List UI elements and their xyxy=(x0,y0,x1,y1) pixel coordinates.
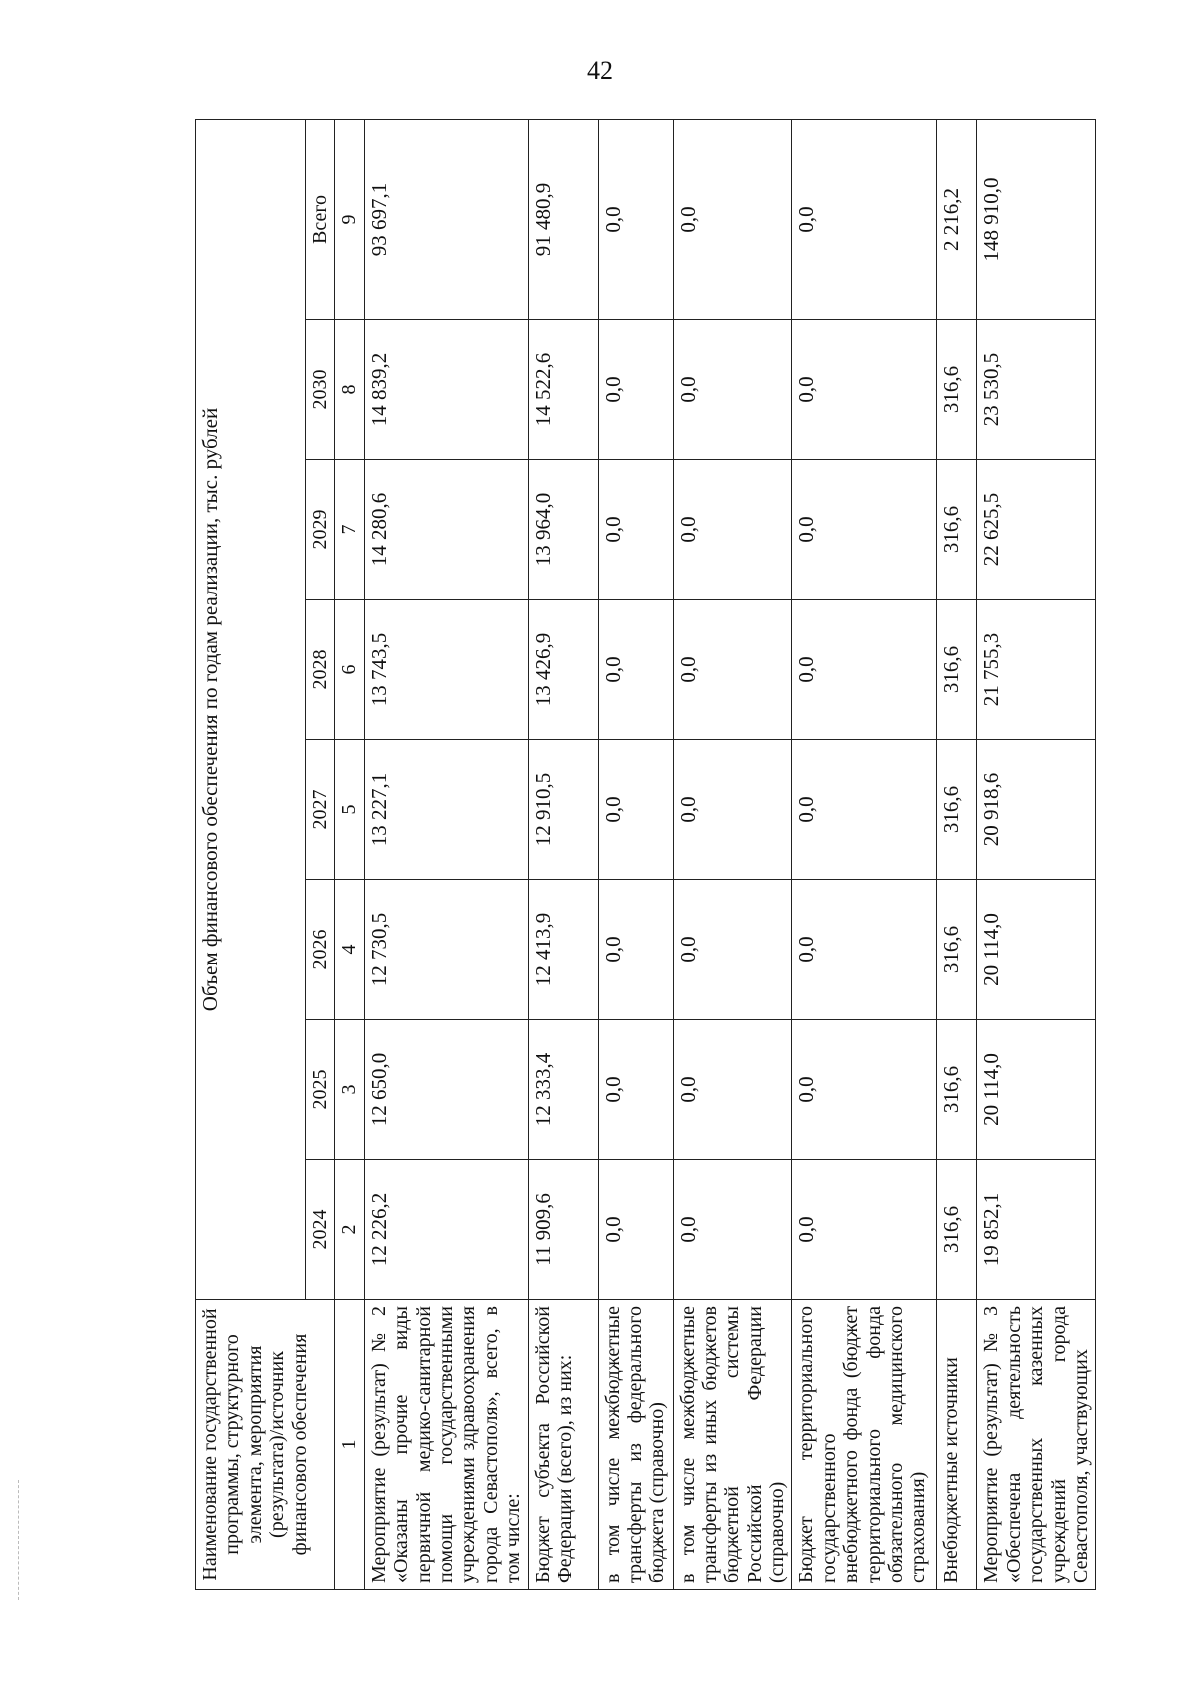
value-cell: 316,6 xyxy=(937,600,977,740)
row-label: в том числе межбюджетные трансферты из федерального бюджета (справочно) xyxy=(598,1300,673,1590)
year-header: 2027 xyxy=(306,740,335,880)
table-row xyxy=(528,119,598,1589)
value-cell: 19 852,1 xyxy=(977,1160,1096,1300)
value-cell: 0,0 xyxy=(598,600,673,740)
row-label: Бюджет субъекта Российской Федерации (всего), из них: xyxy=(528,1300,598,1590)
value-cell: 0,0 xyxy=(598,320,673,460)
value-cell: 0,0 xyxy=(673,1020,792,1160)
value-cell: 316,6 xyxy=(937,1160,977,1300)
year-header: 2028 xyxy=(306,600,335,740)
value-cell: 0,0 xyxy=(792,460,937,600)
value-cell: 0,0 xyxy=(673,1160,792,1300)
column-number: 4 xyxy=(335,880,364,1020)
total-cell: 93 697,1 xyxy=(364,119,528,319)
value-cell: 0,0 xyxy=(792,1020,937,1160)
column-number: 1 xyxy=(335,1300,364,1590)
value-cell: 12 226,2 xyxy=(364,1160,528,1300)
value-cell: 0,0 xyxy=(673,880,792,1020)
column-number: 7 xyxy=(335,460,364,600)
value-cell: 14 522,6 xyxy=(528,320,598,460)
value-cell: 20 114,0 xyxy=(977,880,1096,1020)
value-cell: 316,6 xyxy=(937,320,977,460)
value-cell: 0,0 xyxy=(792,880,937,1020)
column-number: 9 xyxy=(335,119,364,319)
value-cell: 13 227,1 xyxy=(364,740,528,880)
value-cell: 0,0 xyxy=(598,1160,673,1300)
value-cell: 316,6 xyxy=(937,880,977,1020)
value-cell: 12 413,9 xyxy=(528,880,598,1020)
total-header: Всего xyxy=(306,119,335,319)
value-cell: 0,0 xyxy=(598,740,673,880)
row-label: Внебюджетные источники xyxy=(937,1300,977,1590)
year-header: 2029 xyxy=(306,460,335,600)
total-cell: 0,0 xyxy=(792,119,937,319)
value-cell: 23 530,5 xyxy=(977,320,1096,460)
value-cell: 0,0 xyxy=(598,460,673,600)
column-number: 2 xyxy=(335,1160,364,1300)
financing-table xyxy=(195,119,1096,1590)
total-cell: 148 910,0 xyxy=(977,119,1096,319)
value-cell: 12 650,0 xyxy=(364,1020,528,1160)
value-cell: 12 910,5 xyxy=(528,740,598,880)
rotated-table-container xyxy=(195,120,1093,1590)
total-cell: 0,0 xyxy=(673,119,792,319)
value-cell: 13 964,0 xyxy=(528,460,598,600)
value-cell: 12 333,4 xyxy=(528,1020,598,1160)
value-cell: 0,0 xyxy=(598,880,673,1020)
value-cell: 0,0 xyxy=(673,740,792,880)
value-cell: 0,0 xyxy=(792,600,937,740)
value-cell: 0,0 xyxy=(673,320,792,460)
value-cell: 0,0 xyxy=(792,320,937,460)
value-cell: 316,6 xyxy=(937,740,977,880)
value-cell: 316,6 xyxy=(937,1020,977,1160)
column-number: 5 xyxy=(335,740,364,880)
page-number: 42 xyxy=(587,56,613,85)
total-cell: 0,0 xyxy=(598,119,673,319)
year-header: 2025 xyxy=(306,1020,335,1160)
value-cell: 0,0 xyxy=(598,1020,673,1160)
value-cell: 12 730,5 xyxy=(364,880,528,1020)
scan-margin-marks xyxy=(18,1480,27,1600)
value-cell: 0,0 xyxy=(673,600,792,740)
value-cell: 20 918,6 xyxy=(977,740,1096,880)
table-row xyxy=(364,119,528,1589)
table-row xyxy=(792,119,937,1589)
row-label: Бюджет территориального государственного внебюджетного фонда (бюджет территориального фонда обязательного медицинского страхования) xyxy=(792,1300,937,1590)
value-cell: 316,6 xyxy=(937,460,977,600)
value-cell: 14 280,6 xyxy=(364,460,528,600)
value-cell: 13 743,5 xyxy=(364,600,528,740)
value-cell: 13 426,9 xyxy=(528,600,598,740)
year-header: 2030 xyxy=(306,320,335,460)
value-cell: 0,0 xyxy=(673,460,792,600)
year-header: 2024 xyxy=(306,1160,335,1300)
value-cell: 21 755,3 xyxy=(977,600,1096,740)
total-cell: 2 216,2 xyxy=(937,119,977,319)
value-cell: 22 625,5 xyxy=(977,460,1096,600)
column-number: 8 xyxy=(335,320,364,460)
column-numbers-row xyxy=(335,119,364,1589)
header-row xyxy=(196,119,306,1589)
volume-header: Объем финансового обеспечения по годам реализации, тыс. рублей xyxy=(196,119,306,1299)
row-label: Мероприятие (результат) № 3 «Обеспечена деятельность государственных казенных учреждений города Севастополя, участвующих xyxy=(977,1300,1096,1590)
row-label: Мероприятие (результат) № 2 «Оказаны прочие виды первичной медико-санитарной помощи государственными учреждениями здравоохранения города Севастополя», всего, в том числе: xyxy=(364,1300,528,1590)
column-number: 6 xyxy=(335,600,364,740)
row-label: в том числе межбюджетные трансферты из иных бюджетов бюджетной системы Российской Федерации (справочно) xyxy=(673,1300,792,1590)
name-column-header: Наименование государственной программы, структурного элемента, мероприятия (результата)/источник финансового обеспечения xyxy=(196,1300,335,1590)
value-cell: 14 839,2 xyxy=(364,320,528,460)
total-cell: 91 480,9 xyxy=(528,119,598,319)
value-cell: 20 114,0 xyxy=(977,1020,1096,1160)
table-row xyxy=(937,119,977,1589)
table-row xyxy=(598,119,673,1589)
table-row xyxy=(673,119,792,1589)
value-cell: 0,0 xyxy=(792,740,937,880)
table-row xyxy=(977,119,1096,1589)
value-cell: 0,0 xyxy=(792,1160,937,1300)
value-cell: 11 909,6 xyxy=(528,1160,598,1300)
column-number: 3 xyxy=(335,1020,364,1160)
year-header: 2026 xyxy=(306,880,335,1020)
